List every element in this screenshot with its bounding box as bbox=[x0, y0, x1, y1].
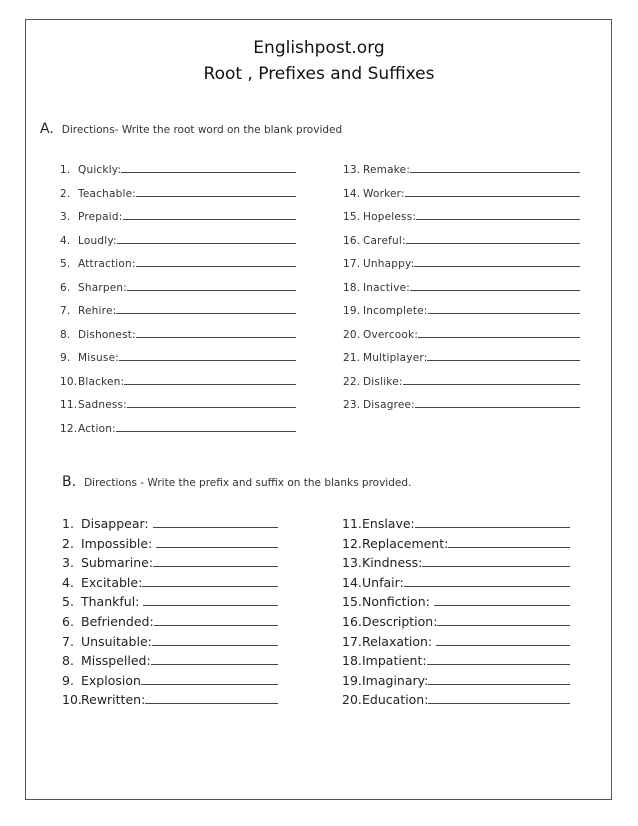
affix-word-item bbox=[62, 593, 278, 609]
answer-blank[interactable] bbox=[414, 256, 580, 267]
item-word: Careful: bbox=[363, 234, 406, 247]
item-word: Prepaid: bbox=[78, 211, 123, 223]
item-word: Thankful: bbox=[81, 594, 144, 610]
answer-blank[interactable] bbox=[418, 327, 580, 338]
item-number: 5. bbox=[60, 258, 71, 270]
answer-blank[interactable] bbox=[422, 554, 570, 567]
answer-blank[interactable] bbox=[428, 303, 580, 314]
item-number: 6. bbox=[62, 614, 74, 629]
item-number: 21. bbox=[343, 352, 361, 364]
item-word: Attraction: bbox=[78, 258, 136, 270]
answer-blank[interactable] bbox=[145, 691, 278, 704]
affix-word-item bbox=[342, 672, 570, 688]
worksheet-title: Root , Prefixes and Suffixes bbox=[203, 64, 435, 84]
item-word: Imaginary: bbox=[362, 672, 429, 688]
affix-word-item bbox=[62, 633, 278, 649]
answer-blank[interactable] bbox=[127, 280, 296, 291]
answer-blank[interactable] bbox=[415, 515, 570, 528]
answer-blank[interactable] bbox=[124, 374, 296, 385]
root-word-item bbox=[343, 374, 580, 388]
section-a-letter: A. bbox=[40, 121, 54, 137]
affix-word-item bbox=[62, 554, 278, 570]
item-word: Loudly: bbox=[78, 234, 117, 247]
item-number: 14. bbox=[343, 187, 361, 200]
item-word: Overcook: bbox=[363, 328, 419, 341]
item-word: Worker: bbox=[363, 187, 405, 200]
affix-word-item bbox=[342, 574, 570, 590]
answer-blank[interactable] bbox=[427, 652, 570, 665]
root-word-item bbox=[60, 209, 296, 223]
root-word-item bbox=[343, 233, 580, 247]
item-number: 14. bbox=[342, 574, 362, 590]
answer-blank[interactable] bbox=[428, 672, 570, 685]
item-word: Inactive: bbox=[363, 281, 411, 294]
affix-word-item bbox=[62, 535, 278, 551]
affix-word-item bbox=[342, 652, 570, 668]
section-b-header bbox=[62, 474, 411, 490]
affix-word-item bbox=[342, 593, 570, 609]
answer-blank[interactable] bbox=[406, 233, 580, 244]
item-number: 18. bbox=[343, 281, 361, 294]
item-word: Excitable: bbox=[81, 574, 143, 590]
root-word-item bbox=[343, 280, 580, 294]
item-word: Misspelled: bbox=[81, 653, 151, 669]
affix-word-item bbox=[342, 613, 570, 629]
item-word: Disagree: bbox=[363, 399, 415, 411]
item-number: 3. bbox=[60, 211, 71, 223]
item-number: 4. bbox=[60, 234, 71, 247]
item-number: 23. bbox=[343, 399, 361, 411]
affix-word-item bbox=[342, 515, 570, 531]
affix-word-item bbox=[62, 613, 278, 629]
affix-word-item bbox=[62, 574, 278, 590]
item-number: 10. bbox=[62, 692, 82, 708]
section-a-header bbox=[40, 121, 342, 137]
root-word-item bbox=[60, 233, 296, 247]
item-number: 1. bbox=[62, 516, 74, 531]
root-word-item bbox=[60, 374, 296, 388]
item-number: 19. bbox=[342, 672, 362, 688]
item-number: 22. bbox=[343, 375, 361, 388]
item-number: 2. bbox=[60, 187, 71, 200]
affix-word-item bbox=[62, 691, 278, 707]
item-word: Unfair: bbox=[362, 574, 404, 590]
answer-blank[interactable] bbox=[410, 280, 580, 291]
item-number: 8. bbox=[60, 328, 71, 341]
item-word: Remake: bbox=[363, 164, 411, 176]
answer-blank[interactable] bbox=[123, 209, 296, 220]
item-word: Befriended: bbox=[81, 614, 154, 629]
item-number: 10. bbox=[60, 375, 78, 388]
answer-blank[interactable] bbox=[143, 593, 278, 606]
root-word-item bbox=[60, 421, 296, 435]
item-word: Quickly: bbox=[78, 164, 122, 176]
item-number: 15. bbox=[342, 594, 362, 610]
answer-blank[interactable] bbox=[410, 162, 580, 173]
answer-blank[interactable] bbox=[415, 397, 580, 408]
answer-blank[interactable] bbox=[121, 162, 296, 173]
item-word: Unsuitable: bbox=[81, 633, 152, 649]
answer-blank[interactable] bbox=[427, 350, 580, 361]
item-number: 17. bbox=[343, 258, 361, 270]
item-number: 6. bbox=[60, 281, 71, 294]
affix-word-item bbox=[342, 554, 570, 570]
item-number: 7. bbox=[62, 633, 74, 649]
item-word: Replacement: bbox=[362, 535, 449, 551]
answer-blank[interactable] bbox=[127, 397, 296, 408]
root-word-item bbox=[343, 256, 580, 270]
root-word-item bbox=[343, 186, 580, 200]
root-word-item bbox=[343, 397, 580, 411]
root-word-item bbox=[60, 280, 296, 294]
item-word: Sharpen: bbox=[78, 281, 127, 294]
answer-blank[interactable] bbox=[416, 209, 580, 220]
answer-blank[interactable] bbox=[141, 672, 278, 685]
answer-blank[interactable] bbox=[152, 633, 278, 646]
item-number: 5. bbox=[62, 594, 74, 610]
item-word: Nonfiction: bbox=[362, 594, 434, 610]
item-word: Multiplayer: bbox=[363, 352, 428, 364]
answer-blank[interactable] bbox=[116, 303, 296, 314]
item-number: 12. bbox=[60, 422, 78, 435]
item-number: 3. bbox=[62, 555, 74, 571]
answer-blank[interactable] bbox=[151, 652, 278, 665]
item-word: Incomplete: bbox=[363, 305, 428, 317]
site-title: Englishpost.org bbox=[253, 38, 385, 58]
item-word: Impossible: bbox=[81, 535, 157, 551]
root-word-item bbox=[60, 327, 296, 341]
item-word: Dislike: bbox=[363, 375, 403, 388]
item-word: Action: bbox=[78, 422, 116, 435]
item-number: 16. bbox=[343, 234, 361, 247]
item-word: Description: bbox=[362, 614, 438, 629]
item-number: 12. bbox=[342, 535, 362, 551]
item-number: 11. bbox=[342, 516, 362, 531]
affix-word-item bbox=[342, 633, 570, 649]
item-word: Explosion bbox=[81, 672, 141, 688]
item-word: Kindness: bbox=[362, 555, 423, 571]
item-number: 16. bbox=[342, 614, 362, 629]
item-number: 7. bbox=[60, 305, 71, 317]
affix-word-item bbox=[342, 691, 570, 707]
section-b-letter: B. bbox=[62, 474, 77, 490]
answer-blank[interactable] bbox=[153, 554, 278, 567]
answer-blank[interactable] bbox=[434, 593, 570, 606]
item-word: Sadness: bbox=[78, 399, 127, 411]
answer-blank[interactable] bbox=[436, 633, 570, 646]
affix-word-item bbox=[62, 652, 278, 668]
answer-blank[interactable] bbox=[448, 535, 570, 548]
root-word-item bbox=[60, 397, 296, 411]
item-word: Relaxation: bbox=[362, 633, 437, 649]
item-word: Misuse: bbox=[78, 352, 119, 364]
root-word-item bbox=[343, 162, 580, 176]
answer-blank[interactable] bbox=[405, 186, 580, 197]
item-word: Rewritten: bbox=[81, 692, 146, 708]
answer-blank[interactable] bbox=[136, 186, 296, 197]
item-word: Teachable: bbox=[78, 187, 136, 200]
affix-word-item bbox=[342, 535, 570, 551]
item-word: Unhappy: bbox=[363, 258, 415, 270]
answer-blank[interactable] bbox=[437, 613, 570, 626]
item-word: Enslave: bbox=[362, 516, 415, 531]
root-word-item bbox=[60, 303, 296, 317]
answer-blank[interactable] bbox=[153, 515, 278, 528]
item-word: Rehire: bbox=[78, 305, 117, 317]
item-number: 11. bbox=[60, 399, 78, 411]
root-word-item bbox=[60, 350, 296, 364]
answer-blank[interactable] bbox=[136, 256, 296, 267]
answer-blank[interactable] bbox=[404, 574, 570, 587]
item-number: 1. bbox=[60, 164, 71, 176]
answer-blank[interactable] bbox=[156, 535, 278, 548]
root-word-item bbox=[343, 209, 580, 223]
section-a-directions: Directions- Write the root word on the blank provided bbox=[61, 124, 343, 136]
item-number: 9. bbox=[60, 352, 71, 364]
item-word: Dishonest: bbox=[78, 328, 136, 341]
answer-blank[interactable] bbox=[116, 421, 296, 432]
root-word-item bbox=[60, 186, 296, 200]
affix-word-item bbox=[62, 515, 278, 531]
item-word: Education: bbox=[362, 692, 429, 708]
answer-blank[interactable] bbox=[428, 691, 570, 704]
item-word: Submarine: bbox=[81, 555, 154, 571]
answer-blank[interactable] bbox=[142, 574, 278, 587]
item-number: 2. bbox=[62, 535, 74, 551]
item-number: 20. bbox=[342, 692, 362, 708]
item-number: 18. bbox=[342, 653, 362, 669]
item-number: 8. bbox=[62, 653, 74, 669]
answer-blank[interactable] bbox=[117, 233, 296, 244]
item-number: 20. bbox=[343, 328, 361, 341]
item-word: Blacken: bbox=[78, 375, 125, 388]
item-number: 19. bbox=[343, 305, 361, 317]
item-number: 13. bbox=[343, 164, 361, 176]
root-word-item bbox=[343, 350, 580, 364]
section-b-directions: Directions - Write the prefix and suffix on the blanks provided. bbox=[84, 477, 412, 489]
item-number: 13. bbox=[342, 555, 362, 571]
answer-blank[interactable] bbox=[136, 327, 296, 338]
item-number: 9. bbox=[62, 672, 74, 688]
item-number: 4. bbox=[62, 574, 74, 590]
item-word: Disappear: bbox=[81, 516, 153, 531]
root-word-item bbox=[60, 162, 296, 176]
item-number: 15. bbox=[343, 211, 361, 223]
answer-blank[interactable] bbox=[119, 350, 296, 361]
item-word: Hopeless: bbox=[363, 211, 417, 223]
item-word: Impatient: bbox=[362, 653, 427, 669]
answer-blank[interactable] bbox=[403, 374, 580, 385]
item-number: 17. bbox=[342, 633, 362, 649]
root-word-item bbox=[343, 327, 580, 341]
answer-blank[interactable] bbox=[154, 613, 278, 626]
root-word-item bbox=[60, 256, 296, 270]
affix-word-item bbox=[62, 672, 278, 688]
root-word-item bbox=[343, 303, 580, 317]
